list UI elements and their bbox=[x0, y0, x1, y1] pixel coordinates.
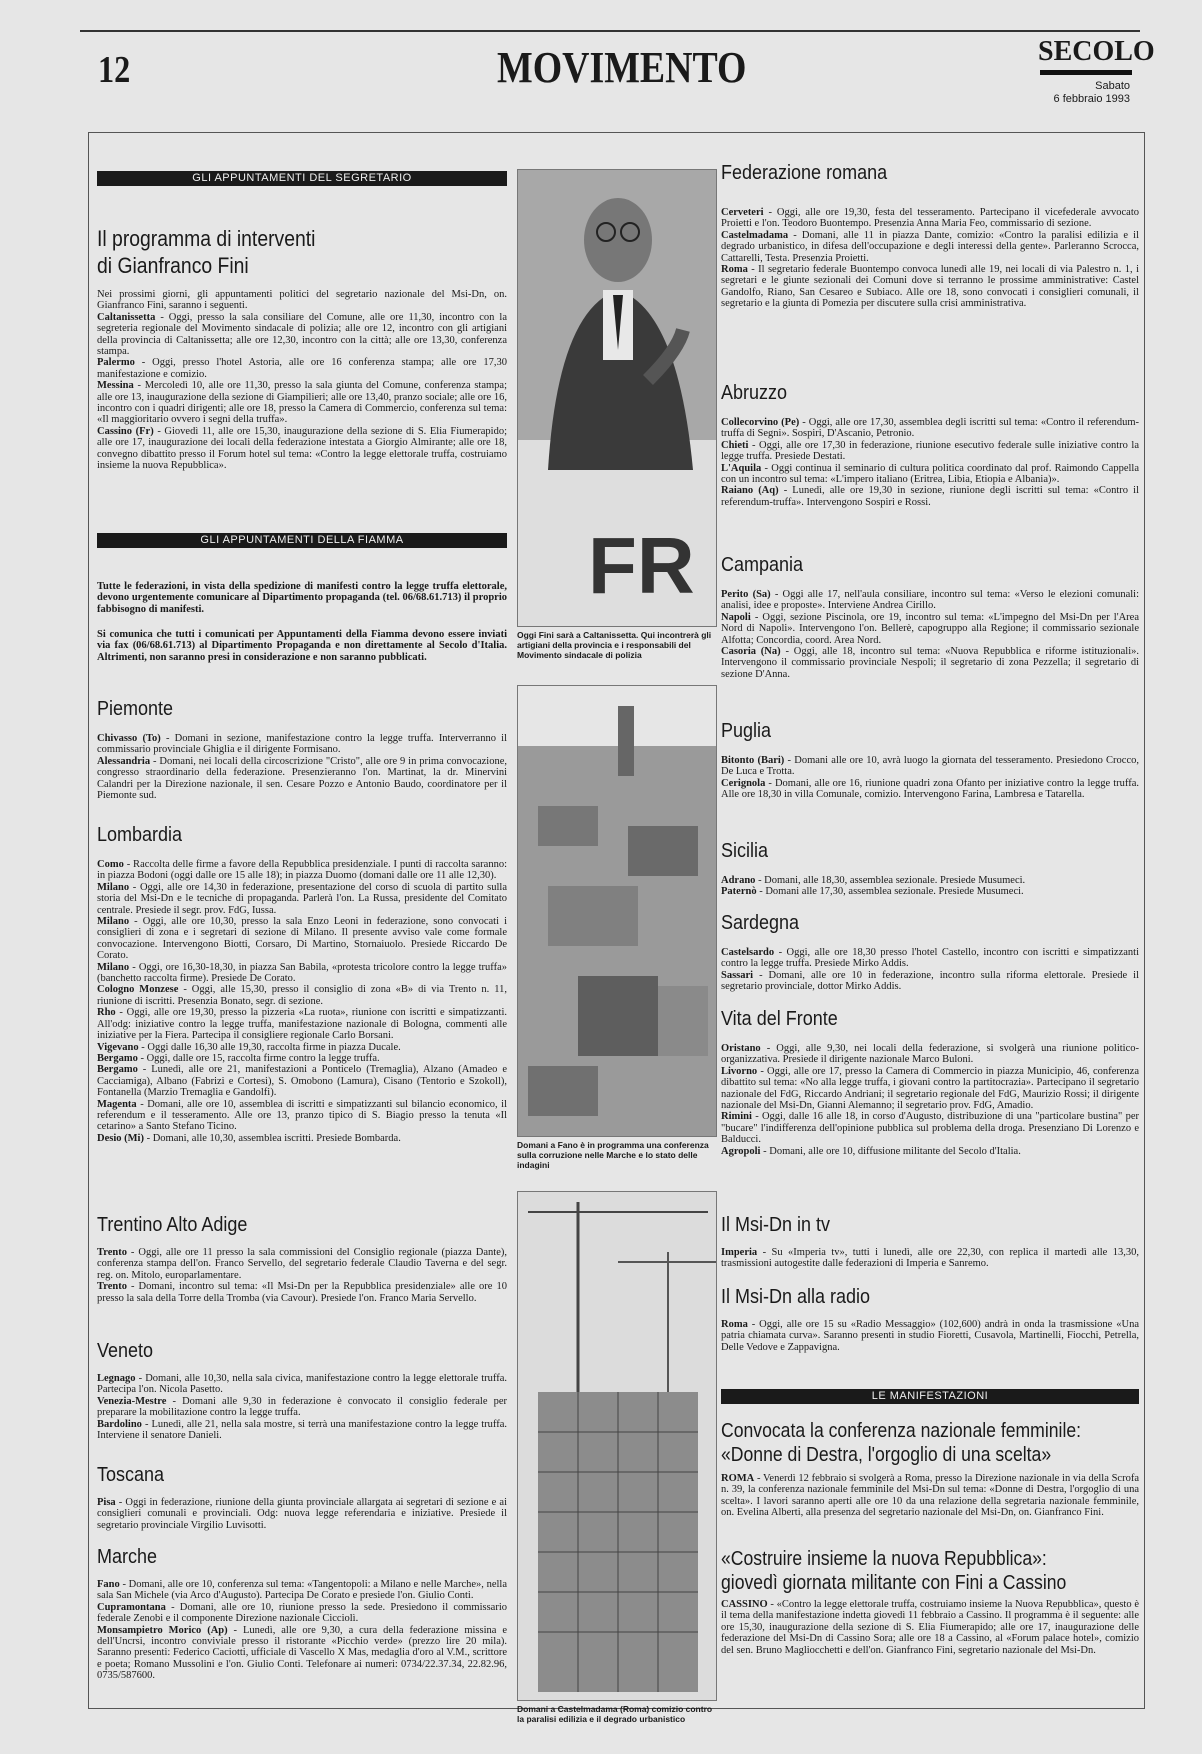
announcement-item bbox=[97, 962, 507, 985]
fano-photo bbox=[517, 685, 717, 1137]
castelmadama-photo bbox=[517, 1191, 717, 1701]
trentino-list bbox=[97, 1247, 507, 1304]
announcement-place: Chieti bbox=[721, 439, 749, 451]
fini-title-line2: di Gianfranco Fini bbox=[97, 253, 249, 278]
announcement-place: Rho bbox=[97, 1007, 116, 1019]
cass-title-line1: «Costruire insieme la nuova Repubblica»: bbox=[721, 1548, 1047, 1570]
announcement-place: Monsampietro Morico (Ap) bbox=[97, 1624, 228, 1636]
announcement-text: - Giovedì 11, alle ore 15,30, inaugurazione della sezione di S. Elia Fiumerapido; alle ore 17, inaugurazione dei locali della federazione intestata a Giorgio Almirante; alle ore 18, convegno dibattito presso il Forum hotel sul tema: «Contro la legge elettorale truffa, costruiamo insieme la nuova Repubblica». bbox=[97, 425, 507, 472]
cass-text bbox=[721, 1599, 1139, 1656]
announcement-item bbox=[97, 289, 507, 312]
lombardia-list bbox=[97, 859, 507, 1144]
announcement-item bbox=[721, 1146, 1139, 1157]
segretario-bar: GLI APPUNTAMENTI DEL SEGRETARIO bbox=[97, 171, 507, 186]
announcement-item bbox=[721, 1599, 1139, 1656]
announcement-place: Castelsardo bbox=[721, 947, 775, 958]
announcement-text: - Oggi, alle ore 19,30, presso la pizzeria «La ruota», riunione con iscritti e simpatizzanti. All'odg: iniziative contro la legge truffa, manifestazione nazionale di Bologna, commenti alle iniziative per la Fiera. Partecipa il consigliere regionale Carlo Borsani. bbox=[97, 1007, 507, 1042]
sardegna-list bbox=[721, 947, 1139, 993]
announcement-place: Desio (Mi) bbox=[97, 1132, 144, 1144]
announcement-item bbox=[97, 426, 507, 472]
announcement-place: Alessandria bbox=[97, 755, 151, 767]
castelmadama-photo-caption: Domani a Castelmadama (Roma) comizio contro la paralisi edilizia e il degrado urbanistico bbox=[517, 1704, 713, 1724]
announcement-text: - Oggi, presso la sala consiliare del Comune, alle ore 11,30, incontro con la segreteria regionale del Movimento sindacale di polizia; alle ore 12, incontro con gli artigiani della provincia di Caltanissetta; alle ore 12,30, incontro con la città; alle ore 13,30, conferenza stampa. bbox=[97, 311, 507, 358]
announcement-item bbox=[97, 756, 507, 802]
announcement-item bbox=[97, 1042, 507, 1053]
announcement-place: Cologno Monzese bbox=[97, 984, 179, 996]
announcement-place: Bergamo bbox=[97, 1064, 138, 1076]
announcement-text: - Oggi, alle ore 17,30 in federazione, riunione esecutivo federale sulle iniziative contro la legge truffa. Presiede Destati. bbox=[721, 439, 1139, 463]
announcement-item bbox=[97, 859, 507, 882]
announcement-place: Trento bbox=[97, 1247, 127, 1258]
announcement-item bbox=[97, 1396, 507, 1419]
announcement-text: - Oggi, alle ore 14,30 in federazione, presentazione del corso di scuola di partito sulla storia del Msi-Dn e le tecniche di propaganda. Parlerà l'on. La Russa, presidente del Comitato centrale. Presiede il segr. prov. FdG, Iussa. bbox=[97, 881, 507, 916]
announcement-text: - Raccolta delle firme a favore della Repubblica presidenziale. I punti di raccolta saranno: in piazza Bodoni (oggi dalle ore 15 alle 18); in piazza Duomo (domani dalle ore 11 alle 12,30). bbox=[97, 859, 507, 882]
announcement-text: - Oggi dalle 16,30 alle 19,30, raccolta firme in piazza Ducale. bbox=[138, 1041, 401, 1053]
fano-photo-caption: Domani a Fano è in programma una conferenza sulla corruzione nelle Marche e lo stato delle indagini bbox=[517, 1140, 709, 1170]
sicilia-heading: Sicilia bbox=[721, 840, 769, 862]
lombardia-heading: Lombardia bbox=[97, 824, 183, 846]
announcement-place: CASSINO bbox=[721, 1599, 768, 1610]
announcement-place: Messina bbox=[97, 380, 134, 392]
announcement-item bbox=[721, 612, 1139, 646]
tv-heading: Il Msi-Dn in tv bbox=[721, 1214, 831, 1236]
toscana-list bbox=[97, 1497, 507, 1531]
announcement-text: - Oggi, dalle ore 15, raccolta firme contro la legge truffa. bbox=[137, 1052, 380, 1064]
announcement-item bbox=[97, 312, 507, 358]
announcement-place: Magenta bbox=[97, 1098, 137, 1110]
announcement-place: Cassino (Fr) bbox=[97, 425, 154, 437]
announcement-text: - Domani, nei locali della circoscrizione "Cristo", alle ore 9 in prima convocazione, congresso straordinario della federazione. Presenzieranno l'on. Martinat, la dr. Minervini Calandri per la Direzione nazionale, il sen. Cesare Pozzo e Antonio Baudo, coordinatore per il Piemonte sud. bbox=[97, 755, 507, 802]
announcement-text: - Domani, alle ore 10 in federazione, incontro sulla riforma elettorale. Presiede il segretario provinciale, dottor Mirko Addis. bbox=[721, 969, 1139, 993]
announcement-text: - Oggi, alle 9,30, nei locali della federazione, si svolgerà una riunione politico-organizzativa. Presiede il dirigente nazionale Marco Buloni. bbox=[721, 1043, 1139, 1066]
announcement-item bbox=[97, 1497, 507, 1531]
announcement-item bbox=[721, 589, 1139, 612]
puglia-heading: Puglia bbox=[721, 720, 772, 742]
announcement-place: Trento bbox=[97, 1281, 127, 1293]
announcement-text: - Oggi, alle ore 19,30, festa del tesseramento. Partecipano il vicefederale avvocato Proietti e l'on. Teodoro Buontempo. Presenzia Anna Maria Feo, commissario di sezione. bbox=[721, 207, 1139, 230]
campania-heading: Campania bbox=[721, 554, 804, 576]
announcement-item bbox=[97, 357, 507, 380]
announcement-place: Raiano (Aq) bbox=[721, 485, 779, 497]
announcement-item bbox=[97, 1007, 507, 1041]
announcement-item bbox=[721, 440, 1139, 463]
announcement-item bbox=[721, 1111, 1139, 1145]
announcement-place: Fano bbox=[97, 1579, 120, 1590]
top-rule bbox=[80, 30, 1140, 32]
fiamma-notice-1: Tutte le federazioni, in vista della spedizione di manifesti contro la legge truffa elettorale, devono urgentemente comunicare al Dipartimento propaganda (tel. 06/68.61.713) il proprio fabbisogno di manifesti. bbox=[97, 581, 507, 615]
announcement-item bbox=[721, 875, 1139, 886]
announcement-text: - Venerdì 12 febbraio si svolgerà a Roma, presso la Direzione nazionale in via della Scrofa n. 39, la conferenza nazionale femminile del Msi-Dn sul tema: «Donne di Destra, l'orgoglio di una scelta». I lavori saranno aperti alle ore 10 da una relazione della segretaria nazionale femminile, on. Evelina Alberti, alla presenza del segretario nazionale del Msi-Dn, on. Gianfranco Fini. bbox=[721, 1473, 1139, 1519]
sardegna-heading: Sardegna bbox=[721, 912, 800, 934]
section-title: MOVIMENTO bbox=[497, 43, 747, 92]
announcement-place: Milano bbox=[97, 881, 130, 893]
fini-photo bbox=[517, 169, 717, 627]
conv-title-line2: «Donne di Destra, l'orgoglio di una scelta» bbox=[721, 1444, 1052, 1466]
announcement-text: - Lunedì, alle ore 21, manifestazioni a Ponticelo (Tremaglia), Alzano (Amadeo e Cacciamiga), Albano (Fabrizi e Cortesi), S. Omobono (Lamura), Cisano (Tentorio e Szokoll), Fontanella (Marzio Tremaglia e Gandolfi). bbox=[97, 1064, 507, 1099]
announcement-item bbox=[97, 1281, 507, 1304]
toscana-heading: Toscana bbox=[97, 1464, 165, 1486]
announcement-place: Bergamo bbox=[97, 1052, 138, 1064]
announcement-place: Castelmadama bbox=[721, 229, 789, 241]
fini-photo-caption: Oggi Fini sarà a Caltanissetta. Qui incontrerà gli artigiani della provincia e i responsabili del Movimento sindacale di polizia bbox=[517, 630, 712, 660]
announcement-item bbox=[97, 882, 507, 916]
announcement-place: Milano bbox=[97, 916, 130, 928]
announcement-item bbox=[721, 1043, 1139, 1066]
announcement-text: - Oggi continua il seminario di cultura politica coordinato dal prof. Raimondo Cappella con un incontro sul tema: «L'impero italiano (Eritrea, Libia, Etiopia e Albania)». bbox=[721, 462, 1139, 486]
newspaper-logo: SECOLO bbox=[1038, 36, 1155, 67]
announcement-place: Perito (Sa) bbox=[721, 589, 771, 600]
vita-list bbox=[721, 1043, 1139, 1157]
radio-list bbox=[721, 1319, 1139, 1353]
announcement-item bbox=[721, 1247, 1139, 1270]
announcement-text: - Oggi, alle ore 17, presso la Camera di Commercio in piazza Municipio, 46, conferenza dibattito sul tema: «No alla legge truffa, i giovani contro la partitocrazia». Partecipano il segretario nazionale del FdG, Riccardo Andriani; il segretario regionale del FdG, Maurizio Rossi; il dirigente nazionale del Msi-Dn, Gianni Alemanno; il segretario prov. FdG, Amadio. bbox=[721, 1065, 1139, 1112]
fini-program bbox=[97, 289, 507, 472]
announcement-place: Vigevano bbox=[97, 1041, 139, 1053]
fiamma-bar: GLI APPUNTAMENTI DELLA FIAMMA bbox=[97, 533, 507, 548]
announcement-place: Milano bbox=[97, 961, 130, 973]
veneto-heading: Veneto bbox=[97, 1340, 154, 1362]
announcement-text: - Domani alle 17,30, assemblea sezionale. Presiede Musumeci. bbox=[756, 886, 1024, 898]
conv-title-line1: Convocata la conferenza nazionale femminile: bbox=[721, 1420, 1082, 1442]
announcement-text: - Domani, alle ore 10, riunione presso la sede. Presiedono il commissario federale Zenobi e il componente Direzione nazionale Cicciolì. bbox=[97, 1601, 507, 1625]
podium-letters: FR bbox=[588, 521, 695, 610]
fano-aerial-image bbox=[518, 686, 717, 1136]
announcement-place: Cerignola bbox=[721, 777, 766, 789]
abruzzo-list bbox=[721, 417, 1139, 508]
announcement-text: - Oggi, alle ore 10,30, presso la sala Enzo Leoni in federazione, sono convocati i consiglieri di zona e i segretari di sezione di Milano. Il presente avviso vale come formale convocazione. Intervengono Biotti, Corsaro, Di Martino, Stornaiuolo. Presiede Riccardo De Corato. bbox=[97, 916, 507, 962]
announcement-text: - Oggi, alle ore 18,30 presso l'hotel Castello, incontro con iscritti e simpatizzanti contro la legge truffa. Presiede Mirko Addis. bbox=[721, 947, 1139, 970]
announcement-item bbox=[721, 947, 1139, 970]
announcement-text: - Oggi in federazione, riunione della giunta provinciale allargata ai segretari di sezione e ai consiglieri comunali e provinciali. Odg: nuova legge referendaria e iniziative. Presiede il segretario provinciale Virgilio Luvisotti. bbox=[97, 1497, 507, 1531]
announcement-text: - Domani, alle 10,30, assemblea iscritti. Presiede Bombarda. bbox=[143, 1132, 401, 1144]
issue-date: 6 febbraio 1993 bbox=[1053, 93, 1130, 105]
cass-title-line2: giovedì giornata militante con Fini a Cassino bbox=[721, 1572, 1067, 1594]
announcement-text: - Oggi, ore 16,30-18,30, in piazza San Babila, «protesta tricolore contro la legge truffa» (banchetto raccolta firme). Presiede De Corato. bbox=[97, 961, 507, 985]
fiamma-notice-2: Si comunica che tutti i comunicati per Appuntamenti della Fiamma devono essere inviati via fax (06/68.61.713) al Dipartimento Propaganda e non direttamente al Secolo d'Italia. Altrimenti, non saranno presi in considerazione e non saranno pubblicati. bbox=[97, 629, 507, 663]
announcement-item bbox=[721, 463, 1139, 486]
content-frame bbox=[88, 132, 1145, 1724]
romana-heading: Federazione romana bbox=[721, 162, 888, 184]
veneto-list bbox=[97, 1373, 507, 1441]
announcement-item bbox=[721, 485, 1139, 508]
tv-list bbox=[721, 1247, 1139, 1270]
announcement-place: Oristano bbox=[721, 1043, 761, 1054]
announcement-item bbox=[97, 1625, 507, 1682]
announcement-item bbox=[721, 646, 1139, 680]
announcement-place: Como bbox=[97, 859, 124, 870]
announcement-text: - Domani, alle 18,30, assemblea sezionale. Presiede Musumeci. bbox=[755, 875, 1026, 886]
announcement-text: - Domani, alle ore 10, assemblea di iscritti e simpatizzanti sul bilancio economico, il referendum e il tesseramento. Alle ore 13, pranzo tipico di S. Biagio presso la tenuta «Il cetarino» a Santo Stefano Ticino. bbox=[97, 1098, 507, 1133]
announcement-place: Legnago bbox=[97, 1373, 136, 1384]
announcement-place: Cupramontana bbox=[97, 1601, 166, 1613]
conv-text bbox=[721, 1473, 1139, 1519]
announcement-text: - Oggi, alle 15,30, presso il consiglio di zona «B» di via Trento n. 11, riunione di iscritti. Presenzia Bonato, segr. di sezione. bbox=[97, 984, 507, 1007]
announcement-text: - Domani alle 9,30 in federazione è convocato il consiglio federale per preparare la mobilitazione contro la legge truffa. bbox=[97, 1395, 507, 1419]
announcement-place: ROMA bbox=[721, 1473, 755, 1484]
marche-heading: Marche bbox=[97, 1546, 158, 1568]
announcement-item bbox=[721, 970, 1139, 993]
announcement-text: - Domani, alle ore 16, riunione quadri zona Ofanto per iniziative contro la legge truffa. Alle ore 18,30 in villa Comunale, comizio. Intervengono Farina, Lambresa e Tatarella. bbox=[721, 777, 1139, 801]
announcement-place: Venezia-Mestre bbox=[97, 1395, 167, 1407]
puglia-list bbox=[721, 755, 1139, 801]
construction-cranes-image bbox=[518, 1192, 717, 1700]
announcement-text: - Domani, alle 11 in piazza Dante, comizio: «Contro la paralisi edilizia e il degrado urbanistico, in difesa dell'occupazione e degli interessi della gente». Parleranno Scrocca, Cattarelli, Testa. Presenzia Proietti. bbox=[721, 229, 1139, 264]
announcement-place: Napoli bbox=[721, 611, 751, 623]
announcement-place: Livorno bbox=[721, 1065, 758, 1077]
announcement-item bbox=[97, 1419, 507, 1442]
announcement-place: Adrano bbox=[721, 875, 756, 886]
announcement-text: - Oggi, alle 18, incontro sul tema: «Nuova Repubblica e riforme istituzionali». Intervengono il commissario provinciale Nespoli; il segretario di zona Pezzella; il segretario di sezione D'Anna. bbox=[721, 646, 1139, 680]
announcement-item bbox=[97, 380, 507, 426]
announcement-text: - Domani in sezione, manifestazione contro la legge truffa. Interverranno il commissario provinciale Ghiglia e il dirigente Formisano. bbox=[97, 733, 507, 756]
announcement-item bbox=[97, 1064, 507, 1098]
announcement-text: - Oggi, alle ore 17,30, assemblea degli iscritti sul tema: «Contro il referendum-truffa di Segni». Sospiri, D'Ascanio, Petronio. bbox=[721, 417, 1139, 440]
announcement-place: Paternò bbox=[721, 886, 757, 898]
announcement-place: Pisa bbox=[97, 1497, 116, 1508]
announcement-text: - Oggi, sezione Piscinola, ore 19, incontro sul tema: «L'impegno del Msi-Dn per l'Area Nord di Napoli». Intervengono l'on. Bellerè, capogruppo alla Regione; il commissario sezionale Alfotta; Concordia, coord. Area Nord. bbox=[721, 611, 1139, 646]
announcement-place: Palermo bbox=[97, 357, 135, 369]
announcement-item bbox=[721, 1473, 1139, 1519]
announcement-item bbox=[97, 1373, 507, 1396]
announcement-text: - Oggi, alle ore 15 su «Radio Messaggio» (102,600) andrà in onda la trasmissione «Una patria chiamata curva». Saranno presenti in studio Fioretti, Cusavola, Martinelli, Fiocchi, Petrella, Delle Vedove e Zappavigna. bbox=[721, 1319, 1139, 1353]
announcement-item bbox=[721, 886, 1139, 897]
announcement-text: - Oggi, presso l'hotel Astoria, alle ore 16 conferenza stampa; alle ore 17,30 manifestazione e comizio. bbox=[97, 357, 507, 380]
announcement-place: Caltanissetta bbox=[97, 311, 156, 323]
vita-heading: Vita del Fronte bbox=[721, 1008, 838, 1030]
fini-title-line1: Il programma di interventi bbox=[97, 226, 316, 251]
announcement-item bbox=[721, 417, 1139, 440]
announcement-place: Rimini bbox=[721, 1111, 752, 1123]
announcement-place: Agropoli bbox=[721, 1145, 761, 1157]
announcement-text: - Oggi, alle ore 11 presso la sala commissioni del Consiglio regionale (piazza Dante), conferenza stampa dell'on. Franco Servello, del segretario federale Claudio Taverna e del segr. reg. on. Mitolo, europarlamentare. bbox=[97, 1247, 507, 1281]
announcement-place: Roma bbox=[721, 264, 748, 276]
announcement-text: - Mercoledì 10, alle ore 11,30, presso la sala giunta del Comune, conferenza stampa; alle ore 13, inaugurazione della sezione di Giampilieri; alle ore 13,40, pranzo sociale; alle ore 16, incontro con i quadri dirigenti; alle ore 18, presso la Camera di Commercio, conferenza sul tema: «Il maggioritario ovvero i segni della truffa». bbox=[97, 380, 507, 426]
announcement-item bbox=[97, 984, 507, 1007]
announcement-item bbox=[721, 755, 1139, 778]
announcement-item bbox=[97, 1247, 507, 1281]
announcement-text: - Oggi alle 17, nell'aula consiliare, incontro sul tema: «Verso le elezioni comunali: analisi, idee e proposte». Interviene Andrea Cirillo. bbox=[721, 589, 1139, 612]
piemonte-heading: Piemonte bbox=[97, 698, 174, 720]
announcement-item bbox=[97, 733, 507, 756]
announcement-text: - Domani, alle ore 10, diffusione militante del Secolo d'Italia. bbox=[760, 1145, 1021, 1157]
announcement-item bbox=[721, 264, 1139, 310]
marche-list bbox=[97, 1579, 507, 1682]
announcement-text: - Domani, incontro sul tema: «Il Msi-Dn per la Repubblica presidenziale» alle ore 10 presso la sala della Torre della Tromba (via Cavour). Presiede l'on. Franco Maria Servello. bbox=[97, 1281, 507, 1304]
announcement-text: - Oggi, dalle 16 alle 18, in corso d'Augusto, distribuzione di una "particolare bustina" per "bucare" l'indifferenza dell'opinione pubblica sul problema della droga. Presenziano Di Lorenzo e Balducci. bbox=[721, 1111, 1139, 1146]
announcement-item bbox=[97, 1053, 507, 1064]
announcement-item bbox=[97, 1133, 507, 1144]
announcement-text: - Il segretario federale Buontempo convoca lunedì alle 19, nei locali di via Palestro n. 1, i segretari e le giunte sezionali dei Comuni dove si terranno le prossime amministrative: Castel Gandolfo, Riano, San Cesareo e Subiaco. Alle ore 18, sono convocati i consiglieri comunali, il segretario e la giunta di Pomezia per discutere sulla crisi amministrativa. bbox=[721, 264, 1139, 310]
announcement-text: - Domani, alle 10,30, nella sala civica, manifestazione contro la legge elettorale truffa. Partecipa l'on. Nicola Pasetto. bbox=[97, 1373, 507, 1396]
announcement-place: Collecorvino (Pe) bbox=[721, 417, 800, 428]
announcement-item bbox=[97, 1099, 507, 1133]
trentino-heading: Trentino Alto Adige bbox=[97, 1214, 248, 1236]
announcement-text: Nei prossimi giorni, gli appuntamenti politici del segretario nazionale del Msi-Dn, on. Gianfranco Fini, saranno i seguenti. bbox=[97, 289, 507, 312]
announcement-item bbox=[721, 1066, 1139, 1112]
announcement-item bbox=[721, 207, 1139, 230]
announcement-text: - Lunedì, alle 21, nella sala mostre, si terrà una manifestazione contro la legge truffa. Interviene il senatore Danieli. bbox=[97, 1418, 507, 1442]
announcement-place: Cerveteri bbox=[721, 207, 764, 218]
announcement-place: Chivasso (To) bbox=[97, 733, 161, 744]
announcement-place: Sassari bbox=[721, 969, 754, 981]
abruzzo-heading: Abruzzo bbox=[721, 382, 788, 404]
announcement-item bbox=[721, 230, 1139, 264]
announcement-text: - Domani, alle ore 10, conferenza sul tema: «Tangentopoli: a Milano e nelle Marche», nella sala San Michele (via Arco d'Augusto). Partecipa De Corato e presiede l'on. Giulio Conti. bbox=[97, 1579, 507, 1602]
announcement-place: L'Aquila bbox=[721, 462, 762, 474]
announcement-text: - Lunedì, alle ore 19,30 in sezione, riunione degli iscritti sul tema: «Contro il referendum-truffa». Intervengono Sospiri e Rossi. bbox=[721, 485, 1139, 508]
sicilia-list bbox=[721, 875, 1139, 898]
announcement-place: Bitonto (Bari) bbox=[721, 755, 785, 766]
manifestazioni-bar: LE MANIFESTAZIONI bbox=[721, 1389, 1139, 1404]
announcement-place: Roma bbox=[721, 1319, 748, 1330]
announcement-place: Bardolino bbox=[97, 1418, 142, 1430]
announcement-text: - Su «Imperia tv», tutti i lunedì, alle ore 22,30, con replica il martedì alle 13,30, trasmissioni autogestite dalle federazioni di Imperia e Sanremo. bbox=[721, 1247, 1139, 1270]
announcement-place: Casoria (Na) bbox=[721, 646, 781, 658]
page-number: 12 bbox=[98, 49, 131, 91]
announcement-text: - Lunedì, alle ore 9,30, a cura della federazione missina e dell'Uncrsi, incontro conviviale presso il ristorante «Picchio verde» (prezzo lire 20 mila). Saranno presenti: Federico Caciotti, ufficiale di Vascello X Mas, medaglia d'oro al V.M., scrittore e poeta; Romano Mussolini e l'on. Giulio Conti. Telefonare ai numeri: 0734/22.37.34, 22.82.96, 0735/587600. bbox=[97, 1624, 508, 1682]
announcement-item bbox=[97, 1579, 507, 1602]
announcement-item bbox=[97, 916, 507, 962]
logo-underline bbox=[1040, 70, 1132, 75]
issue-day: Sabato bbox=[1095, 80, 1130, 92]
announcement-item bbox=[721, 1319, 1139, 1353]
announcement-text: - Domani alle ore 10, avrà luogo la giornata del tesseramento. Presiedono Crocco, De Luca e Trotta. bbox=[721, 755, 1139, 778]
announcement-item bbox=[721, 778, 1139, 801]
radio-heading: Il Msi-Dn alla radio bbox=[721, 1286, 871, 1308]
campania-list bbox=[721, 589, 1139, 680]
romana-list bbox=[721, 207, 1139, 310]
announcement-place: Imperia bbox=[721, 1247, 758, 1258]
announcement-text: - «Contro la legge elettorale truffa, costruiamo insieme la Nuova Repubblica», questo è il tema della manifestazione indetta giovedì 11 febbraio a Cassino. Il programma è il seguente: alle ore 15,30, inaugurazione della sezione di S. Elia Fiumerapido; alle ore 17, inaugurazione delle federazione del Msi-Dn di Cassino Sora; alle ore 18 a Cassino, al «Forum palace hotel», comizio del sen. Bruno Magliocchetti e dell'on. Gianfranco Fini, segretario nazionale del Msi-Dn. bbox=[721, 1599, 1139, 1656]
announcement-item bbox=[97, 1602, 507, 1625]
piemonte-list bbox=[97, 733, 507, 801]
